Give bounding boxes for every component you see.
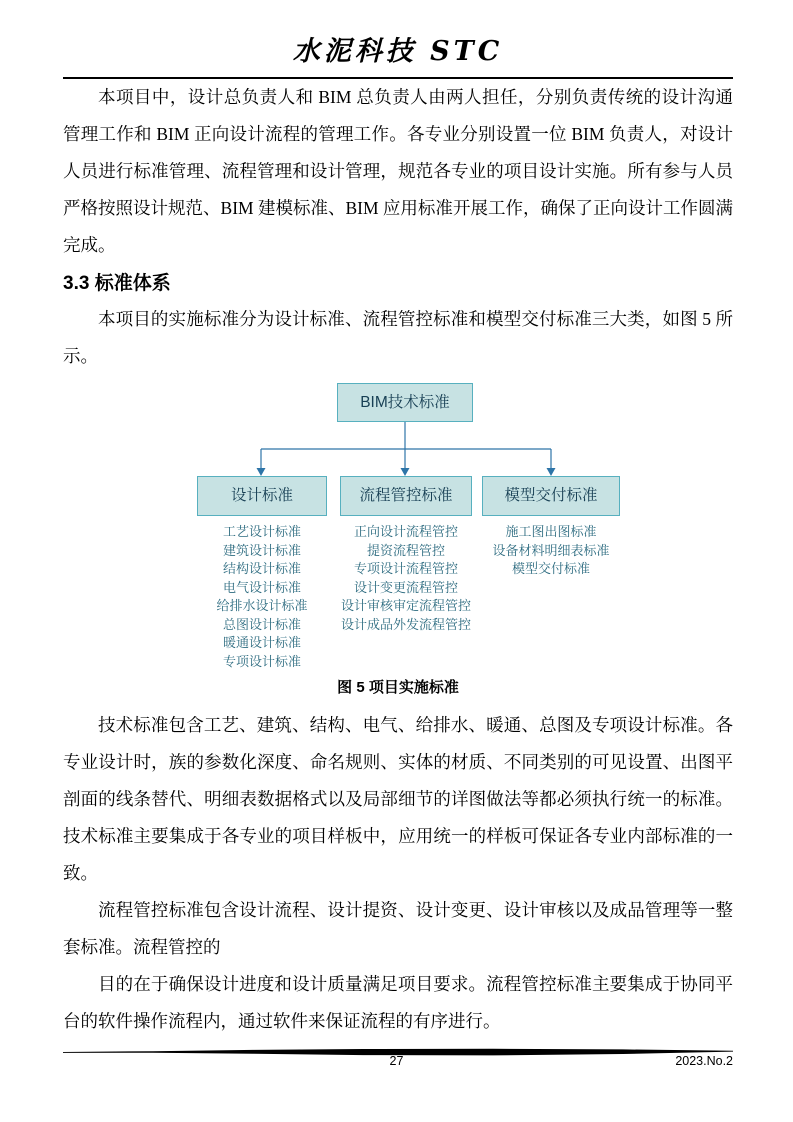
list-item: 模型交付标准: [511, 561, 590, 576]
list-item: 专项设计标准: [222, 653, 301, 669]
paragraph-1: 本项目中，设计总负责人和 BIM 总负责人由两人担任，分别负责传统的设计沟通管理工作和 BIM 正向设计流程的管理工作。各专业分别设置一位 BIM 负责人，对设计人员进行标准管理、流程管理和设计管理，规范各专业的项目设计实施。所有参与人员严格按照设计规范、BIM 建模标准、BIM 应用标准开展工作，确保了正向设计工作圆满完成。: [63, 87, 733, 255]
list-item: 设备材料明细表标准: [492, 542, 610, 558]
page-footer: [0, 1044, 793, 1068]
list-item: 结构设计标准: [222, 561, 301, 576]
diagram-root-box: BIM技术标准: [337, 383, 473, 422]
list-item: 电气设计标准: [222, 579, 301, 595]
page-number: 27: [389, 1054, 404, 1068]
list-item: 工艺设计标准: [222, 524, 301, 539]
list-item: 给排水设计标准: [216, 598, 308, 613]
list-item: 提资流程管控: [366, 542, 445, 558]
issue-label: 2023.No.2: [675, 1054, 733, 1068]
journal-header-title: 水泥科技 STC: [292, 36, 504, 67]
list-item: 正向设计流程管控: [353, 524, 458, 539]
paragraph-5: 目的在于确保设计进度和设计质量满足项目要求。流程管控标准主要集成于协同平台的软件操作流程内，通过软件来保证流程的有序进行。: [63, 974, 733, 1031]
paragraph-4: 流程管控标准包含设计流程、设计提资、设计变更、设计审核以及成品管理等一整套标准。流程管控的: [63, 900, 733, 957]
list-item: 暖通设计标准: [222, 635, 301, 650]
list-item: 专项设计流程管控: [353, 561, 458, 576]
model-delivery-standard-list: [467, 523, 635, 579]
list-item: 建筑设计标准: [222, 542, 301, 558]
diagram-box-design-standard: 设计标准: [197, 476, 327, 516]
bim-standards-diagram: [63, 377, 733, 673]
arrowhead-right-icon: [547, 468, 556, 476]
diagram-box-model-delivery-standard: 模型交付标准: [482, 476, 620, 516]
figure-caption: 图 5 项目实施标准: [337, 679, 459, 696]
paragraph-3: 技术标准包含工艺、建筑、结构、电气、给排水、暖通、总图及专项设计标准。各专业设计时，族的参数化深度、命名规则、实体的材质、不同类别的可见设置、出图平剖面的线条替代、明细表数据格式以及局部细节的详图做法等都必须执行统一的标准。技术标准主要集成于各专业的项目样板中，应用统一的样板可保证各专业内部标准的一致。: [63, 715, 733, 883]
arrowhead-middle-icon: [401, 468, 410, 476]
list-item: 施工图出图标准: [505, 524, 597, 539]
list-item: 设计审核审定流程管控: [340, 598, 471, 613]
design-standard-list: [192, 523, 332, 671]
process-control-standard-list: [325, 523, 487, 634]
list-item: 设计成品外发流程管控: [340, 616, 471, 632]
paragraph-2: 本项目的实施标准分为设计标准、流程管控标准和模型交付标准三大类，如图 5 所示。: [63, 309, 733, 366]
arrowhead-left-icon: [257, 468, 266, 476]
list-item: 总图设计标准: [222, 616, 301, 632]
list-item: 设计变更流程管控: [353, 579, 458, 595]
diagram-box-process-control-standard: 流程管控标准: [340, 476, 472, 516]
section-heading: 3.3 标准体系: [63, 273, 171, 294]
